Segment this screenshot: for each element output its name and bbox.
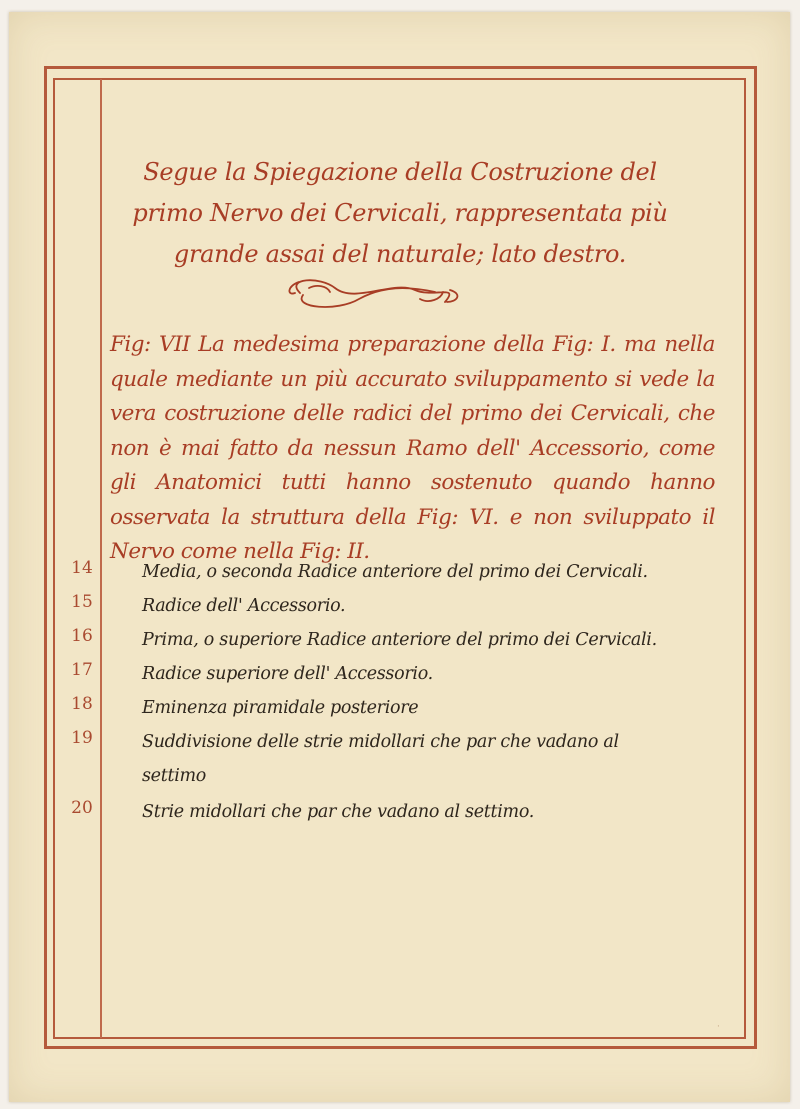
- legend-number: 15: [71, 592, 93, 612]
- figure-text: La medesima preparazione della Fig: I. ma nella quale mediante un più accurato sviluppamento si vede la vera costruzione delle radici del primo dei Cervicali, che non è mai fatto da nessun Ramo dell' Accessorio, come gli Anatomici tutti hanno sostenuto quando hanno osservata la struttura della Fig: VI. e non sviluppato il Nervo come nella Fig: II.: [110, 332, 715, 564]
- page-heading: Segue la Spiegazione della Costruzione del primo Nervo dei Cervicali, rappresentata più grande assai del naturale; lato destro.: [132, 158, 668, 268]
- margin-rule: [100, 79, 102, 1038]
- figure-label: Fig: VII: [110, 332, 190, 357]
- legend-number: 20: [71, 798, 93, 818]
- legend-text: Radice superiore dell' Accessorio.: [142, 664, 433, 684]
- legend-number: 16: [71, 626, 93, 646]
- legend-number: 19: [71, 728, 93, 748]
- legend-text: Suddivisione delle strie midollari che par che vadano al settimo: [142, 732, 619, 786]
- legend-number: 14: [71, 558, 93, 578]
- figure-description: [110, 328, 715, 570]
- legend-text: Media, o seconda Radice anteriore del primo dei Cervicali.: [142, 562, 648, 582]
- legend-number: 18: [71, 694, 93, 714]
- legend-text: Strie midollari che par che vadano al settimo.: [142, 802, 535, 822]
- flourish-ornament: [275, 268, 475, 318]
- legend-text: Prima, o superiore Radice anteriore del primo dei Cervicali.: [142, 630, 657, 650]
- page-mark: ·: [717, 1022, 720, 1032]
- legend-number: 17: [71, 660, 93, 680]
- legend-text: Eminenza piramidale posteriore: [142, 698, 419, 718]
- legend-text: Radice dell' Accessorio.: [142, 596, 346, 616]
